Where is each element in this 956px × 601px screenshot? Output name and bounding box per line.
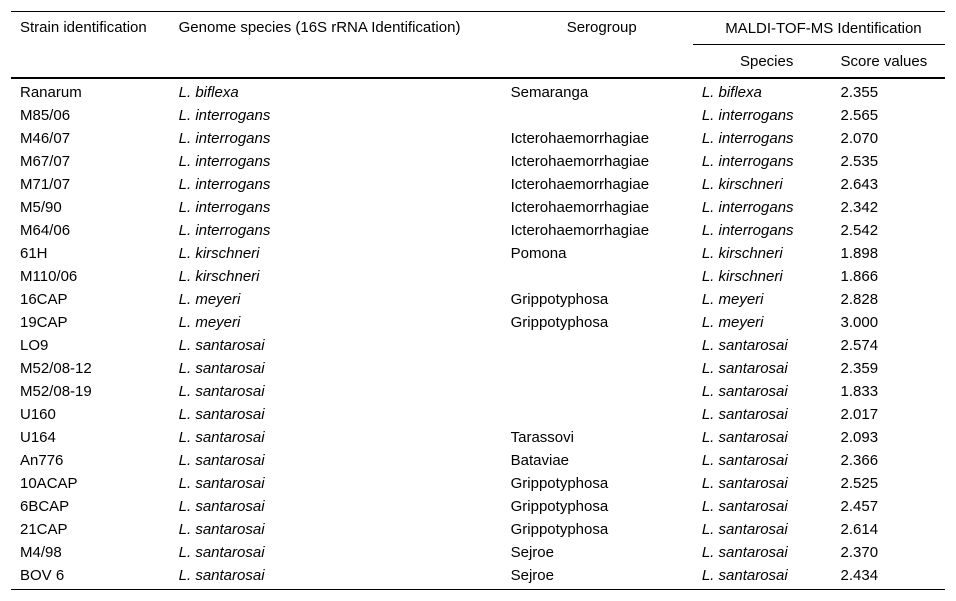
cell-score-value: 2.828	[840, 291, 879, 308]
cell-score-value: 1.833	[840, 383, 879, 400]
table-row	[11, 357, 945, 380]
cell-maldi-species: L. santarosai	[701, 406, 788, 423]
cell-serogroup: Grippotyphosa	[510, 498, 609, 515]
cell-genome-species: L. santarosai	[178, 521, 265, 538]
cell-serogroup: Sejroe	[510, 544, 554, 561]
cell-maldi-species: L. santarosai	[693, 564, 832, 590]
cell-maldi-species: L. santarosai	[701, 452, 788, 469]
cell-genome-species: L. kirschneri	[178, 268, 260, 285]
cell-genome-species: L. interrogans	[178, 176, 271, 193]
cell-genome-species: L. kirschneri	[178, 245, 260, 262]
cell-score-value: 2.574	[840, 337, 879, 354]
cell-score-value: 2.457	[840, 498, 879, 515]
cell-score-value: 2.342	[840, 199, 879, 216]
cell-strain: M71/07	[20, 176, 71, 193]
cell-maldi-species: L. santarosai	[701, 337, 788, 354]
header-maldi-identification: MALDI-TOF-MS Identification	[693, 12, 945, 45]
table-row	[11, 472, 945, 495]
cell-score-value: 2.370	[840, 544, 879, 561]
cell-serogroup: Bataviae	[510, 452, 569, 469]
cell-strain: 61H	[20, 245, 48, 262]
cell-maldi-species: L. kirschneri	[701, 268, 783, 285]
cell-strain: 19CAP	[20, 314, 68, 331]
cell-genome-species: L. santarosai	[178, 383, 265, 400]
table-header	[11, 12, 945, 79]
cell-strain: 10ACAP	[20, 475, 78, 492]
cell-strain: BOV 6	[11, 564, 170, 590]
table-row	[11, 541, 945, 564]
cell-maldi-species: L. santarosai	[701, 498, 788, 515]
cell-serogroup	[502, 265, 693, 288]
cell-maldi-species: L. interrogans	[701, 222, 794, 239]
cell-genome-species: L. santarosai	[178, 360, 265, 377]
cell-score-value: 2.355	[840, 84, 879, 101]
header-species: Species	[739, 52, 794, 70]
cell-maldi-species: L. santarosai	[701, 429, 788, 446]
cell-score-value: 2.366	[840, 452, 879, 469]
cell-strain: M4/98	[20, 544, 62, 561]
table-row	[11, 288, 945, 311]
table-row	[11, 104, 945, 127]
cell-genome-species: L. interrogans	[178, 107, 271, 124]
cell-serogroup: Icterohaemorrhagiae	[510, 130, 650, 147]
cell-score-value: 3.000	[840, 314, 879, 331]
cell-score-value: 1.866	[840, 268, 879, 285]
cell-score-value: 2.359	[840, 360, 879, 377]
cell-serogroup	[502, 403, 693, 426]
cell-maldi-species: L. santarosai	[701, 475, 788, 492]
cell-serogroup: Icterohaemorrhagiae	[510, 176, 650, 193]
cell-serogroup: Sejroe	[502, 564, 693, 590]
cell-serogroup: Grippotyphosa	[510, 475, 609, 492]
table-row	[11, 242, 945, 265]
cell-maldi-species: L. meyeri	[701, 291, 764, 308]
cell-maldi-species: L. interrogans	[701, 199, 794, 216]
cell-genome-species: L. interrogans	[178, 130, 271, 147]
cell-serogroup: Semaranga	[510, 84, 589, 101]
header-strain: Strain identification	[11, 12, 170, 79]
cell-score-value: 2.614	[840, 521, 879, 538]
cell-strain: An776	[20, 452, 64, 469]
header-genome-species: Genome species (16S rRNA Identification)	[170, 12, 502, 79]
cell-score-value: 2.017	[840, 406, 879, 423]
cell-serogroup	[502, 357, 693, 380]
cell-strain: M67/07	[20, 153, 71, 170]
cell-maldi-species: L. biflexa	[701, 84, 762, 101]
cell-strain: M64/06	[20, 222, 71, 239]
cell-strain: Ranarum	[20, 84, 82, 101]
cell-genome-species: L. santarosai	[178, 452, 265, 469]
identification-table	[11, 11, 945, 590]
cell-score-value: 2.525	[840, 475, 879, 492]
cell-strain: U164	[20, 429, 56, 446]
cell-genome-species: L. santarosai	[178, 406, 265, 423]
table-row	[11, 380, 945, 403]
cell-serogroup: Icterohaemorrhagiae	[510, 153, 650, 170]
table-row	[11, 449, 945, 472]
table-row	[11, 150, 945, 173]
table-row	[11, 219, 945, 242]
cell-serogroup	[502, 334, 693, 357]
cell-maldi-species: L. interrogans	[701, 130, 794, 147]
cell-serogroup: Pomona	[510, 245, 567, 262]
cell-genome-species: L. santarosai	[178, 498, 265, 515]
cell-score-value: 1.898	[840, 245, 879, 262]
table-row	[11, 311, 945, 334]
cell-serogroup	[502, 380, 693, 403]
header-score-values: Score values	[840, 52, 928, 70]
cell-score-value: 2.434	[832, 564, 946, 590]
cell-strain: U160	[20, 406, 56, 423]
cell-genome-species: L. biflexa	[178, 84, 239, 101]
cell-maldi-species: L. santarosai	[701, 544, 788, 561]
cell-genome-species: L. meyeri	[178, 291, 241, 308]
cell-maldi-species: L. santarosai	[701, 521, 788, 538]
cell-genome-species: L. interrogans	[178, 222, 271, 239]
cell-strain: M46/07	[20, 130, 71, 147]
cell-genome-species: L. santarosai	[178, 429, 265, 446]
table-row	[11, 426, 945, 449]
cell-maldi-species: L. santarosai	[701, 360, 788, 377]
cell-score-value: 2.542	[840, 222, 879, 239]
cell-strain: M52/08-12	[20, 360, 92, 377]
cell-strain: M110/06	[20, 268, 78, 285]
cell-serogroup: Grippotyphosa	[510, 291, 609, 308]
cell-genome-species: L. santarosai	[178, 337, 265, 354]
cell-genome-species: L. santarosai	[178, 544, 265, 561]
table-body	[11, 78, 945, 590]
cell-strain: 21CAP	[20, 521, 68, 538]
cell-score-value: 2.535	[840, 153, 879, 170]
cell-genome-species: L. meyeri	[178, 314, 241, 331]
cell-maldi-species: L. kirschneri	[701, 176, 783, 193]
cell-score-value: 2.093	[840, 429, 879, 446]
cell-strain: LO9	[20, 337, 49, 354]
cell-genome-species: L. santarosai	[170, 564, 502, 590]
cell-serogroup: Tarassovi	[510, 429, 574, 446]
cell-serogroup: Grippotyphosa	[510, 314, 609, 331]
cell-serogroup: Icterohaemorrhagiae	[510, 199, 650, 216]
table-row	[11, 265, 945, 288]
table-row	[11, 403, 945, 426]
cell-serogroup	[502, 104, 693, 127]
cell-score-value: 2.070	[840, 130, 879, 147]
cell-score-value: 2.643	[840, 176, 879, 193]
cell-score-value: 2.565	[840, 107, 879, 124]
cell-strain: 6BCAP	[20, 498, 70, 515]
cell-maldi-species: L. meyeri	[701, 314, 764, 331]
table-row	[11, 173, 945, 196]
cell-serogroup: Grippotyphosa	[510, 521, 609, 538]
cell-strain: M5/90	[20, 199, 62, 216]
header-serogroup: Serogroup	[502, 12, 693, 79]
table-row	[11, 334, 945, 357]
table-row	[11, 78, 945, 104]
cell-maldi-species: L. santarosai	[701, 383, 788, 400]
cell-maldi-species: L. interrogans	[701, 153, 794, 170]
cell-genome-species: L. interrogans	[178, 153, 271, 170]
cell-genome-species: L. interrogans	[178, 199, 271, 216]
cell-maldi-species: L. kirschneri	[701, 245, 783, 262]
cell-genome-species: L. santarosai	[178, 475, 265, 492]
table-row	[11, 495, 945, 518]
table-row	[11, 518, 945, 541]
cell-strain: M85/06	[20, 107, 71, 124]
table-row	[11, 564, 945, 590]
cell-maldi-species: L. interrogans	[701, 107, 794, 124]
cell-serogroup: Icterohaemorrhagiae	[510, 222, 650, 239]
table-row	[11, 196, 945, 219]
cell-strain: M52/08-19	[20, 383, 92, 400]
table-row	[11, 127, 945, 150]
cell-strain: 16CAP	[20, 291, 68, 308]
